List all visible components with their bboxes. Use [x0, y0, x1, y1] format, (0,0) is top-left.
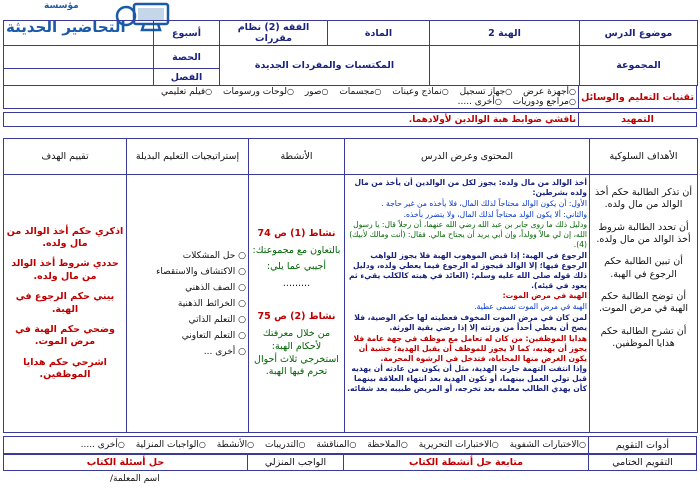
strategy-item[interactable]: ○ الاكتشاف والاستقصاء — [156, 266, 246, 277]
class-label: الفصل — [154, 69, 220, 86]
evaluation-item: حددي شروط أخذ الوالد من مال ولده. — [11, 258, 119, 282]
objective-item: أن تشرح الطالبة حكم هدايا الموظفين. — [600, 325, 687, 350]
strategy-item[interactable]: ○ الصف الذهني — [185, 282, 246, 293]
tech-option[interactable]: ○ لوحات ورسومات — [223, 87, 294, 97]
assessment-options — [4, 437, 589, 454]
activity-2 — [251, 311, 342, 379]
evaluation — [4, 175, 127, 433]
subject-label: المادة — [328, 21, 430, 46]
logo-brand: التحاضير الحديثة — [6, 18, 126, 36]
strategy-item[interactable]: ○ التعلم التعاوني — [181, 330, 246, 341]
tech-option[interactable]: ○ مجسمات — [339, 87, 381, 97]
lesson-content — [345, 175, 590, 433]
activity-text: ......... — [282, 278, 311, 290]
strategy-item[interactable]: ○ أخرى ... — [203, 346, 246, 357]
evaluation-item: اذكري حكم أخذ الوالد من مال ولده. — [6, 225, 124, 250]
assessment-option[interactable]: ○ الأنشطة — [217, 440, 254, 450]
assessment-option[interactable]: ○ الاختبارات التحريرية — [419, 440, 499, 450]
activities — [249, 175, 345, 433]
objective-item: أن توضح الطالبة حكم الهبة في مرض الموت. — [598, 291, 689, 315]
tech-option[interactable]: ○ صور — [305, 87, 329, 97]
tech-table — [3, 85, 697, 109]
assessment-label: أدوات التقويم — [589, 437, 697, 454]
tech-label: تقنيات التعليم والوسائل — [579, 86, 697, 109]
week-label: أسبوع — [154, 21, 220, 46]
content-paragraph: الرجوع في الهبة: إذا قبض الموهوب الهبة فلا يجوز للواهب الرجوع فيها؛ إلا الوالد فيجوز له الرجوع فيما يعطي ولده، ودليل ذلك قوله صلى الله عليه وسلم: (العائد في هبته كالكلب يقيء ثم يعود في قيئه). — [348, 251, 587, 290]
activity-text: من خلال معرفتك لأحكام الهبة: استخرجي ثلاث أحوال تحرم فيها الهبة. — [254, 327, 339, 378]
assessment-option[interactable]: ○ الواجبات المنزلية — [136, 440, 206, 450]
activity-text: أجيبي عما يلي: — [266, 261, 327, 273]
assessment-option[interactable]: ○ الملاحظة — [367, 440, 408, 450]
period-value[interactable] — [4, 46, 154, 69]
group-label: المجموعة — [580, 46, 698, 86]
final-book-activity: متابعة حل أنشطة الكتاب — [344, 455, 589, 471]
logo-cell — [4, 21, 154, 46]
period-label: الحصة — [154, 46, 220, 69]
main-table — [3, 138, 698, 433]
tech-option[interactable]: ○ أخرى ..... — [458, 97, 502, 107]
content-paragraph: هدايا الموظفين: من كان له تعامل مع موظف في جهة عامة فلا يجوز أن يهديه، كما لا يجوز للموظف أن يقبل الهدية؛ خشية أن يكون الغرض منها المحاباة، فتدخل في الرشوة المحرمة. — [353, 333, 587, 363]
activity-1 — [251, 228, 342, 291]
content-paragraph: ودليل ذلك ما روى جابر بن عبد الله رضي الله عنهما، أن رجلاً قال: يا رسول الله، إن لي مالاً وولداً، وإن أبي يريد أن يجتاح مالي. فقال: (أنت ومالك لأبيك)(4). — [349, 220, 587, 250]
tech-options-row1 — [6, 87, 576, 97]
tech-option[interactable]: ○ أجهزة عرض — [523, 87, 576, 97]
objective-item: أن تحدد الطالبة شروط أخذ الوالد من مال ولده. — [596, 221, 691, 246]
class-value[interactable] — [4, 69, 154, 86]
content-paragraph: أخذ الوالد من مال ولده: يجوز لكل من الوالدين أن يأخذ من مال ولده بشرطين: — [354, 178, 587, 197]
tech-option[interactable]: ○ مراجع ودوريات — [513, 97, 576, 107]
content-paragraph: الهبة في مرض الموت: — [502, 291, 587, 301]
activity-title: نشاط (2) ص 75 — [257, 311, 336, 323]
content-paragraph: وإذا انتفت التهمة جازت الهدية، مثل أن يكون من عادته أن يهديه قبل تولي العمل بينهما، أو تكون الهدية بعد انتهاء العلاقة بينهما كأن يهدي الطالب معلمه بعد تخرجه، أو المريض طبيبه بعد شفائه. — [347, 364, 587, 394]
strategy-item[interactable]: ○ التعلم الذاتي — [188, 314, 246, 325]
assessment-option[interactable]: ○ أخرى ..... — [81, 440, 125, 450]
topic-label: موضوع الدرس — [580, 21, 698, 46]
header-table — [3, 20, 698, 86]
activity-title: نشاط (1) ص 74 — [257, 227, 336, 239]
gains-label: المكتسبات والمفردات الجديدة — [220, 46, 430, 86]
assessment-option[interactable]: ○ المناقشة — [316, 440, 356, 450]
tech-options — [4, 86, 579, 109]
intro-table — [3, 112, 697, 127]
group-value[interactable] — [430, 46, 580, 86]
topic-value[interactable]: الهبة 2 — [430, 21, 580, 46]
evaluation-item: وضحي حكم الهبة في مرض الموت. — [15, 323, 115, 348]
col-evaluation: تقييم الهدف — [4, 139, 127, 175]
homework-value: حل أسئلة الكتاب — [4, 455, 248, 471]
tech-option[interactable]: ○ فيلم تعليمي — [161, 87, 212, 97]
col-behavioral: الأهداف السلوكية — [590, 139, 698, 175]
col-strategies: إستراتيجيات التعليم البديلة — [127, 139, 249, 175]
objective-item: أن تبين الطالبة حكم الرجوع في الهبة. — [604, 256, 683, 280]
evaluation-item: اشرحي حكم هدايا الموظفين. — [23, 356, 107, 380]
teacher-name-label: اسم المعلمة/ — [110, 474, 160, 484]
intro-label: التمهيد — [579, 113, 697, 127]
final-label: التقويم الختامي — [589, 455, 697, 471]
evaluation-item: بيني حكم الرجوع في الهبة. — [15, 291, 115, 315]
content-paragraph: الهبة في مرض الموت تسمى عطية. — [474, 302, 587, 312]
homework-label: الواجب المنزلي — [248, 455, 344, 471]
content-paragraph: الأول: أن يكون الوالد محتاجاً لذلك المال، فلا يأخذه من غير حاجة . — [381, 198, 587, 208]
assessment-option[interactable]: ○ التدريبات — [265, 440, 305, 450]
strategy-item[interactable]: ○ حل المشكلات — [182, 250, 246, 261]
logo-sub: مؤسسة — [44, 1, 79, 11]
intro-value: ناقشي ضوابط هبة الوالدين لأولادهما. — [4, 113, 579, 127]
tech-options-row2 — [6, 97, 576, 107]
subject-value[interactable]: الفقه (2) نظام مقررات — [220, 21, 328, 46]
col-content: المحتوى وعرض الدرس — [345, 139, 590, 175]
tech-option[interactable]: ○ جهاز تسجيل — [460, 87, 513, 97]
content-paragraph: لمن كان في مرض الموت المخوف فعطيته لها حكم الوصية، فلا يصح أن يعطي أحداً من ورثته إلا إذا رضي بقية الورثة. — [354, 313, 587, 333]
strategies — [127, 175, 249, 433]
tech-option[interactable]: ○ نماذج وعينات — [392, 87, 448, 97]
col-activities: الأنشطة — [249, 139, 345, 175]
activity-text: بالتعاون مع مجموعتك: — [252, 244, 341, 256]
content-paragraph: والثاني: ألا يكون الولد محتاجاً لذلك المال، ولا يتضرر بأخذه. — [403, 209, 587, 219]
strategy-item[interactable]: ○ الخرائط الذهنية — [177, 298, 246, 309]
objective-item: أن تذكر الطالبة حكم أخذ الوالد من مال ولده. — [594, 187, 693, 211]
behavioral-objectives — [590, 175, 698, 433]
assessment-table — [3, 436, 697, 454]
final-table — [3, 454, 697, 471]
assessment-option[interactable]: ○ الاختبارات الشفوية — [510, 440, 586, 450]
